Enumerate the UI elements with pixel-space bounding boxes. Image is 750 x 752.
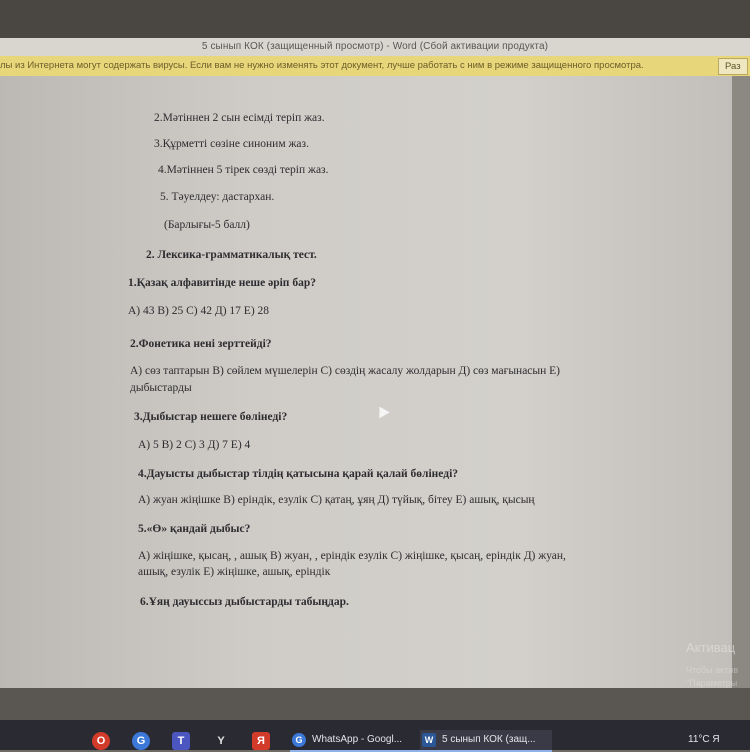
task-label: WhatsApp - Googl... xyxy=(312,734,403,745)
document-line: А) жуан жіңішке В) еріндік, езулік С) қатаң, ұяң Д) түйық, бітеу Е) ашық, қысың xyxy=(138,494,535,506)
yahoo-icon[interactable]: Y xyxy=(217,735,225,747)
document-line: 3.Құрметті сөзіне синоним жаз. xyxy=(154,138,309,150)
document-line: ашық, езулік Е) жіңішке, ашық, еріндік xyxy=(138,566,331,578)
protected-view-bar xyxy=(0,56,750,76)
document-line: А) 5 В) 2 С) 3 Д) 7 Е) 4 xyxy=(138,439,251,451)
activation-watermark-title: Активац xyxy=(686,640,736,655)
document-line: А) 43 В) 25 С) 42 Д) 17 Е) 28 xyxy=(128,305,270,317)
question-heading: 6.Ұяң дауыссыз дыбыстарды табыңдар. xyxy=(140,596,349,608)
protected-view-message: лы из Интернета могут содержать вирусы. Если вам не нужно изменять этот документ, лучше работать с ним в режиме защищенного просмотра. xyxy=(0,60,644,71)
enable-editing-button[interactable]: Раз xyxy=(718,58,748,75)
question-heading: 4.Дауысты дыбыстар тілдің қатысына қарай қалай бөлінеді? xyxy=(138,468,459,480)
document-line: А) жіңішке, қысаң, , ашық В) жуан, , еріндік езулік С) жіңішке, қысаң, еріндік Д) жуан, xyxy=(138,550,566,562)
document-line: (Барлығы-5 балл) xyxy=(164,219,250,231)
taskbar-task-word[interactable] xyxy=(420,730,552,752)
yandex-icon[interactable]: Я xyxy=(252,732,270,750)
document-line: А) сөз таптарын В) сөйлем мүшелерін С) сөздің жасалу жолдарын Д) сөз мағынасын Е) xyxy=(130,365,561,377)
activation-watermark-line2: "Параметры xyxy=(686,678,738,688)
document-line: 5. Тәуелдеу: дастархан. xyxy=(160,191,275,203)
question-heading: 1.Қазақ алфавитінде неше әріп бар? xyxy=(128,277,316,289)
task-label: 5 сынып КОК (защ... xyxy=(442,734,536,745)
question-heading: 3.Дыбыстар нешеге бөлінеді? xyxy=(134,411,288,423)
status-strip xyxy=(0,688,750,720)
document-page xyxy=(0,76,732,688)
window-title: 5 сынып КОК (защищенный просмотр) - Word (Сбой активации продукта) xyxy=(0,38,750,56)
question-heading: 2.Фонетика нені зерттейді? xyxy=(130,338,272,350)
opera-icon[interactable]: O xyxy=(92,732,110,750)
word-icon: W xyxy=(422,733,436,747)
teams-icon[interactable]: T xyxy=(172,732,190,750)
chrome-icon: G xyxy=(292,733,306,747)
chrome-icon[interactable]: G xyxy=(132,732,150,750)
activation-watermark-line1: Чтобы актив xyxy=(686,665,739,675)
question-heading: 5.«Ө» қандай дыбыс? xyxy=(138,523,251,535)
document-line: 2.Мәтіннен 2 сын есімді теріп жаз. xyxy=(154,112,325,124)
question-heading: 2. Лексика-грамматикалық тест. xyxy=(146,249,317,261)
taskbar-task-whatsapp[interactable] xyxy=(290,730,422,752)
weather-temperature: 11°C Я xyxy=(688,734,720,745)
document-line: дыбыстарды xyxy=(130,382,192,394)
document-line: 4.Мәтіннен 5 тірек сөзді теріп жаз. xyxy=(158,164,329,176)
vertical-scrollbar[interactable] xyxy=(732,76,750,688)
